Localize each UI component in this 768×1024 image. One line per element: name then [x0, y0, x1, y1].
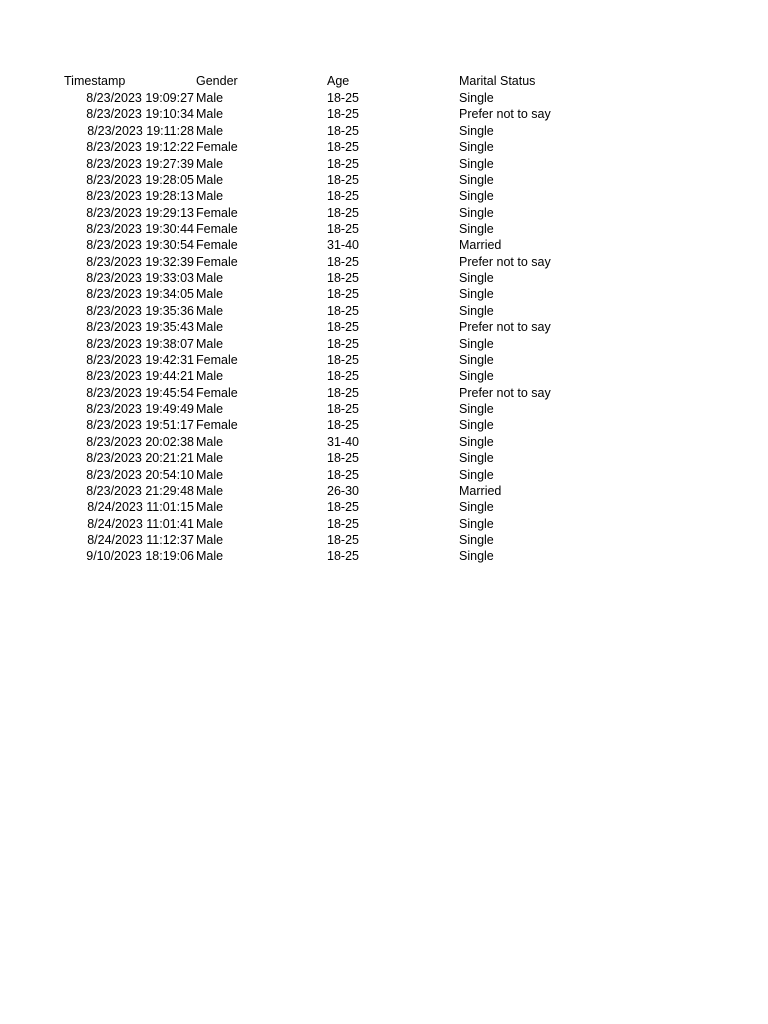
cell-age: 18-25 [327, 222, 359, 236]
cell-gender: Female [196, 352, 238, 367]
cell-marital-status: Single [459, 140, 494, 155]
cell-gender: Male [196, 287, 224, 302]
cell-timestamp: 8/23/2023 19:10:34 [86, 107, 194, 122]
cell-marital-status: Single [459, 500, 494, 515]
cell-timestamp: 8/23/2023 19:51:17 [86, 418, 194, 433]
cell-timestamp: 8/23/2023 19:49:49 [86, 402, 194, 416]
table-row [0, 450, 768, 466]
cell-timestamp: 9/10/2023 18:19:06 [86, 549, 194, 564]
table-row [0, 401, 768, 417]
cell-timestamp: 8/23/2023 20:54:10 [86, 467, 194, 482]
cell-marital-status: Prefer not to say [459, 107, 551, 122]
cell-gender: Male [196, 483, 224, 498]
cell-age: 26-30 [327, 483, 359, 498]
cell-marital-status: Single [459, 369, 494, 384]
cell-marital-status: Single [459, 303, 494, 318]
cell-marital-status: Single [459, 467, 494, 482]
cell-gender: Female [196, 205, 238, 220]
table-row [0, 156, 768, 172]
cell-timestamp: 8/23/2023 19:42:31 [86, 352, 194, 367]
cell-gender: Male [196, 271, 224, 286]
cell-age: 18-25 [327, 516, 359, 531]
cell-marital-status: Single [459, 418, 494, 433]
cell-timestamp: 8/23/2023 19:35:43 [86, 320, 194, 335]
header-age: Age [327, 74, 350, 88]
table-row [0, 221, 768, 237]
cell-age: 18-25 [327, 533, 359, 547]
table-row [0, 303, 768, 319]
cell-gender: Male [196, 189, 224, 204]
cell-gender: Female [196, 418, 238, 433]
cell-age: 18-25 [327, 287, 359, 302]
cell-timestamp: 8/23/2023 19:12:22 [86, 140, 194, 155]
cell-gender: Male [196, 402, 224, 416]
cell-marital-status: Single [459, 336, 494, 351]
cell-age: 18-25 [327, 189, 359, 204]
cell-age: 18-25 [327, 418, 359, 433]
cell-gender: Male [196, 549, 224, 564]
table-row [0, 417, 768, 433]
cell-gender: Male [196, 172, 224, 187]
header-timestamp: Timestamp [64, 74, 126, 88]
cell-gender: Female [196, 222, 238, 236]
cell-marital-status: Married [459, 238, 502, 253]
cell-timestamp: 8/23/2023 19:09:27 [86, 91, 194, 105]
cell-gender: Male [196, 107, 224, 122]
table-row [0, 205, 768, 221]
cell-age: 18-25 [327, 549, 359, 564]
cell-age: 18-25 [327, 140, 359, 155]
cell-age: 31-40 [327, 238, 359, 253]
cell-marital-status: Single [459, 451, 494, 466]
table-row [0, 532, 768, 548]
cell-timestamp: 8/23/2023 20:02:38 [86, 434, 194, 449]
cell-age: 18-25 [327, 385, 359, 400]
cell-marital-status: Single [459, 434, 494, 449]
cell-marital-status: Single [459, 352, 494, 367]
cell-marital-status: Prefer not to say [459, 254, 551, 269]
table-row [0, 172, 768, 188]
cell-marital-status: Single [459, 91, 494, 105]
cell-gender: Male [196, 451, 224, 466]
cell-age: 18-25 [327, 107, 359, 122]
cell-gender: Male [196, 91, 224, 105]
table-row [0, 516, 768, 532]
cell-age: 18-25 [327, 352, 359, 367]
cell-timestamp: 8/23/2023 19:32:39 [86, 254, 194, 269]
table-row [0, 483, 768, 499]
cell-age: 18-25 [327, 369, 359, 384]
cell-gender: Male [196, 336, 224, 351]
cell-age: 18-25 [327, 402, 359, 416]
cell-gender: Female [196, 254, 238, 269]
cell-marital-status: Single [459, 402, 494, 416]
cell-marital-status: Single [459, 533, 494, 547]
table-row [0, 548, 768, 564]
cell-age: 18-25 [327, 156, 359, 171]
cell-gender: Female [196, 238, 238, 253]
table-row [0, 319, 768, 335]
cell-timestamp: 8/23/2023 19:44:21 [86, 369, 194, 384]
cell-age: 18-25 [327, 500, 359, 515]
cell-timestamp: 8/23/2023 19:30:54 [86, 238, 194, 253]
cell-timestamp: 8/23/2023 19:38:07 [86, 336, 194, 351]
table-row [0, 188, 768, 204]
table-row [0, 106, 768, 122]
cell-timestamp: 8/24/2023 11:12:37 [87, 533, 194, 547]
table-row [0, 286, 768, 302]
cell-marital-status: Married [459, 483, 502, 498]
cell-gender: Male [196, 516, 224, 531]
cell-marital-status: Single [459, 189, 494, 204]
cell-age: 18-25 [327, 271, 359, 286]
cell-age: 18-25 [327, 336, 359, 351]
table-row [0, 467, 768, 483]
cell-timestamp: 8/23/2023 21:29:48 [86, 483, 194, 498]
table-row [0, 123, 768, 139]
cell-gender: Male [196, 500, 224, 515]
table-row [0, 385, 768, 401]
table-row [0, 368, 768, 384]
cell-marital-status: Single [459, 172, 494, 187]
cell-age: 18-25 [327, 320, 359, 335]
cell-gender: Male [196, 467, 224, 482]
header-gender: Gender [196, 74, 238, 88]
cell-timestamp: 8/23/2023 19:11:28 [87, 123, 194, 138]
cell-gender: Male [196, 303, 224, 318]
cell-timestamp: 8/23/2023 19:35:36 [86, 303, 194, 318]
table-row [0, 434, 768, 450]
cell-timestamp: 8/23/2023 19:28:13 [86, 189, 194, 204]
cell-age: 31-40 [327, 434, 359, 449]
cell-gender: Male [196, 123, 224, 138]
cell-age: 18-25 [327, 303, 359, 318]
cell-gender: Male [196, 156, 224, 171]
cell-marital-status: Prefer not to say [459, 320, 551, 335]
cell-gender: Female [196, 140, 238, 155]
cell-marital-status: Single [459, 123, 494, 138]
table-row [0, 237, 768, 253]
cell-marital-status: Prefer not to say [459, 385, 551, 400]
cell-marital-status: Single [459, 549, 494, 564]
cell-age: 18-25 [327, 467, 359, 482]
cell-gender: Male [196, 320, 224, 335]
cell-gender: Female [196, 385, 238, 400]
cell-timestamp: 8/23/2023 19:33:03 [86, 271, 194, 286]
cell-timestamp: 8/23/2023 19:27:39 [86, 156, 194, 171]
cell-age: 18-25 [327, 451, 359, 466]
table-row [0, 139, 768, 155]
cell-age: 18-25 [327, 205, 359, 220]
cell-age: 18-25 [327, 172, 359, 187]
cell-age: 18-25 [327, 91, 359, 105]
cell-marital-status: Single [459, 516, 494, 531]
cell-marital-status: Single [459, 222, 494, 236]
table-row [0, 254, 768, 270]
cell-timestamp: 8/23/2023 19:30:44 [86, 222, 194, 236]
cell-marital-status: Single [459, 205, 494, 220]
header-marital-status: Marital Status [459, 74, 536, 88]
cell-timestamp: 8/23/2023 19:45:54 [86, 385, 194, 400]
table-row [0, 499, 768, 515]
table-row [0, 90, 768, 106]
cell-timestamp: 8/24/2023 11:01:41 [87, 516, 194, 531]
cell-age: 18-25 [327, 123, 359, 138]
cell-timestamp: 8/23/2023 20:21:21 [86, 451, 194, 466]
cell-timestamp: 8/24/2023 11:01:15 [87, 500, 194, 515]
cell-gender: Male [196, 533, 224, 547]
table-row [0, 336, 768, 352]
cell-marital-status: Single [459, 271, 494, 286]
header-row [0, 73, 768, 89]
cell-timestamp: 8/23/2023 19:34:05 [86, 287, 194, 302]
table-row [0, 270, 768, 286]
cell-timestamp: 8/23/2023 19:28:05 [86, 172, 194, 187]
cell-timestamp: 8/23/2023 19:29:13 [86, 205, 194, 220]
cell-age: 18-25 [327, 254, 359, 269]
cell-gender: Male [196, 369, 224, 384]
table-row [0, 352, 768, 368]
cell-marital-status: Single [459, 287, 494, 302]
cell-gender: Male [196, 434, 224, 449]
cell-marital-status: Single [459, 156, 494, 171]
